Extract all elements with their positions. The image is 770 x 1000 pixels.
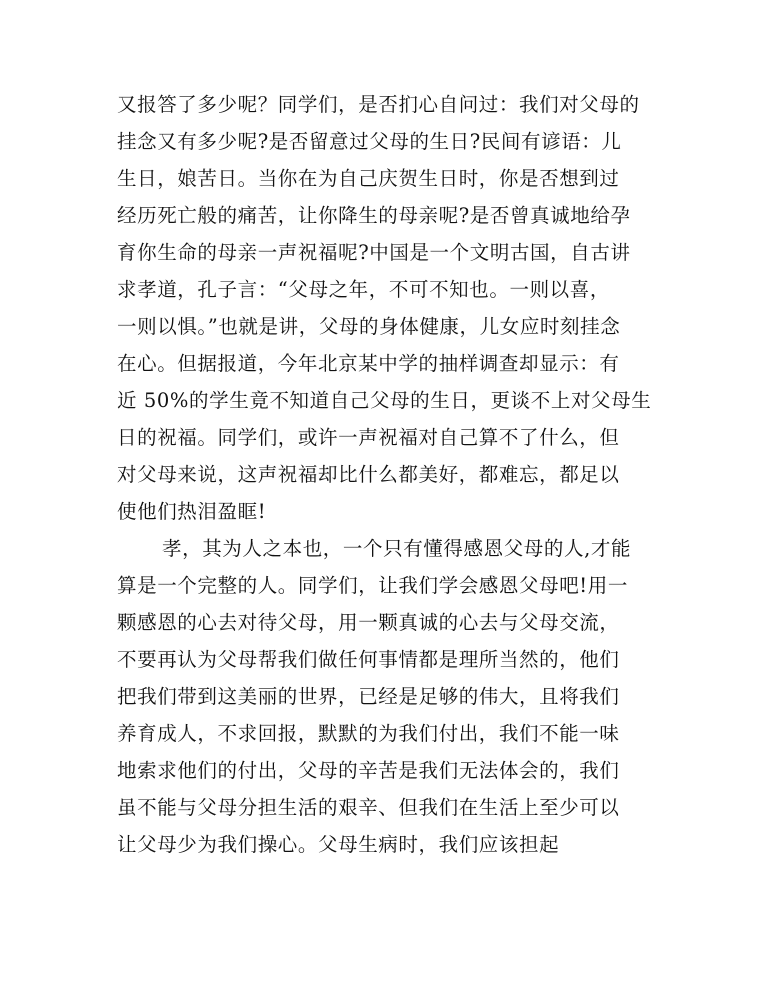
text-line-17: 把我们带到这美丽的世界，已经是足够的伟大，且将我们 (117, 685, 620, 708)
text-line-2: 挂念又有多少呢?是否留意过父母的生日?民间有谚语：儿 (117, 130, 622, 153)
text-line-15: 颗感恩的心去对待父母，用一颗真诚的心去与父母交流， (117, 611, 620, 634)
text-line-8: 在心。但据报道，今年北京某中学的抽样调查却显示：有 (117, 352, 620, 375)
text-line-7: 一则以惧。”也就是讲，父母的身体健康，儿女应时刻挂念 (117, 315, 621, 338)
text-line-3: 生日，娘苦日。当你在为自己庆贺生日时，你是否想到过 (117, 167, 620, 190)
text-line-11: 对父母来说，这声祝福却比什么都美好，都难忘，都足以 (117, 463, 620, 486)
text-line-18: 养育成人，不求回报，默默的为我们付出，我们不能一味 (117, 722, 620, 745)
text-line-13: 孝，其为人之本也，一个只有懂得感恩父母的人,才能 (162, 537, 632, 560)
text-line-1: 又报答了多少呢？同学们，是否扪心自问过：我们对父母的 (117, 93, 640, 116)
text-line-12: 使他们热泪盈眶! (117, 500, 267, 523)
text-line-5: 育你生命的母亲一声祝福呢?中国是一个文明古国，自古讲 (117, 241, 631, 264)
text-line-19: 地索求他们的付出，父母的辛苦是我们无法体会的，我们 (117, 759, 620, 782)
text-line-21: 让父母少为我们操心。父母生病时，我们应该担起 (117, 833, 560, 856)
text-line-20: 虽不能与父母分担生活的艰辛、但我们在生活上至少可以 (117, 796, 620, 819)
text-line-4: 经历死亡般的痛苦，让你降生的母亲呢?是否曾真诚地给孕 (117, 204, 631, 227)
text-line-16: 不要再认为父母帮我们做任何事情都是理所当然的，他们 (117, 648, 620, 671)
text-line-10: 日的祝福。同学们，或许一声祝福对自己算不了什么，但 (117, 426, 620, 449)
text-line-6: 求孝道，孔子言：“父母之年，不可不知也。一则以喜， (117, 278, 610, 301)
text-line-9: 近 50%的学生竟不知道自己父母的生日，更谈不上对父母生 (117, 389, 652, 412)
text-line-14: 算是一个完整的人。同学们，让我们学会感恩父母吧!用一 (117, 574, 628, 597)
